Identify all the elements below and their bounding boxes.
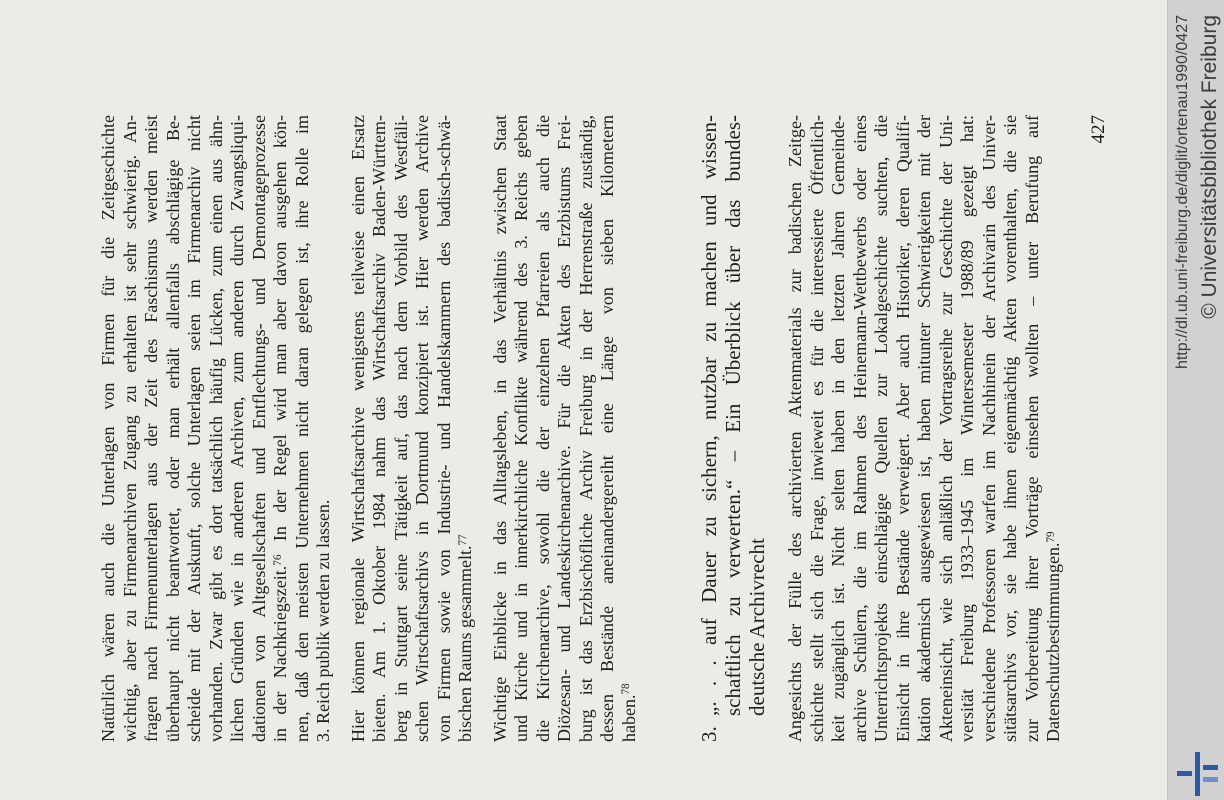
text-line: wichtig, aber zu Firmenarchiven Zugang zu erhalten ist sehr schwierig. An- bbox=[119, 115, 140, 742]
text-line: 3. Reich publik werden zu lassen. bbox=[313, 499, 333, 742]
ub-freiburg-logo-icon bbox=[1175, 752, 1219, 796]
text-line: kation akademisch ausgewiesen ist, haben mitunter Schwierigkeiten mit der bbox=[914, 115, 934, 742]
text-line: scheide mit der Auskunft, solche Unterlagen seien im Firmenarchiv nicht bbox=[184, 115, 204, 742]
text-line: bieten. Am 1. Oktober 1984 nahm das Wirtschaftsarchiv Baden-Württem- bbox=[369, 115, 389, 742]
text-line: Hier können regionale Wirtschaftsarchive wenigstens teilweise einen Ersatz bbox=[347, 115, 368, 742]
text-line: Wichtige Einblicke in das Alltagsleben, in das Verhältnis zwischen Staat bbox=[489, 115, 510, 742]
text-line: zur Vorbereitung ihrer Vorträge einsehen wollten – unter Berufung auf bbox=[1021, 115, 1042, 742]
footnote-marker: 78 bbox=[620, 683, 633, 695]
text-line: keit zugänglich ist. Nicht selten haben in den letzten Jahren Gemeinde- bbox=[828, 115, 848, 742]
text-line: Natürlich wären auch die Unterlagen von Firmen für die Zeitgeschichte bbox=[98, 115, 118, 742]
text-segment: in der Nachkriegszeit. bbox=[270, 565, 290, 742]
text-line: nen, daß den meisten Unternehmen nicht daran gelegen ist, ihre Rolle im bbox=[291, 115, 312, 742]
text-segment: Datenschutzbestimmungen. bbox=[1043, 542, 1063, 742]
text-line: und Kirche und in innerkirchliche Konflikte während des 3. Reichs geben bbox=[511, 115, 531, 742]
text-line: burg ist das Erzbischöfliche Archiv Freiburg in der Herrenstraße zuständig, bbox=[575, 115, 596, 742]
text-line: berg in Stuttgart seine Tätigkeit auf, das nach dem Vorbild des Westfäli- bbox=[390, 115, 411, 742]
text-line: versität Freiburg 1933–1945 im Wintersemester 1988/89 gezeigt hat: bbox=[957, 115, 977, 742]
footnote-marker: 77 bbox=[456, 534, 469, 546]
text-line bbox=[270, 115, 292, 742]
text-line: Unterrichtsprojekts einschlägige Quellen zur Lokalgeschichte suchten, die bbox=[871, 115, 891, 742]
text-line bbox=[1043, 115, 1065, 742]
text-segment: In der Regel wird man aber davon ausgehen kön- bbox=[270, 115, 290, 555]
text-segment: haben. bbox=[618, 694, 639, 742]
page-text-body bbox=[98, 115, 1065, 742]
text-line: Einsicht in ihre Bestände verweigert. Aber auch Historiker, deren Qualifi- bbox=[892, 115, 913, 742]
paragraph bbox=[98, 115, 335, 742]
text-line: dessen Bestände aneinandergereiht eine Länge von sieben Kilometern bbox=[597, 115, 617, 742]
source-url: http://dl.ub.uni-freiburg.de/diglit/ortenau1990/0427 bbox=[1174, 15, 1191, 370]
heading-line: deutsche Archivrecht bbox=[745, 538, 769, 716]
text-line: schen Wirtschaftsarchivs in Dortmund konzipiert ist. Hier werden Archive bbox=[412, 115, 432, 742]
paragraph bbox=[348, 115, 477, 742]
text-line: von Firmen sowie von Industrie- und Handelskammern des badisch-schwä- bbox=[433, 115, 454, 742]
heading-line: „. . . auf Dauer zu sichern, nutzbar zu machen und wissen- bbox=[697, 115, 721, 716]
text-line: schichte stellt sich die Frage, inwieweit es für die interessierte Öffentlich- bbox=[806, 115, 827, 742]
copyright-notice: © Universitätsbibliothek Freiburg bbox=[1198, 15, 1221, 319]
text-line: vorhanden. Zwar gibt es dort tatsächlich häufig Lücken, zum einen aus ähn- bbox=[205, 115, 226, 742]
section-number: 3. bbox=[697, 726, 721, 742]
text-line: dationen von Altgesellschaften und Entflechtungs- und Demontageprozesse bbox=[248, 115, 269, 742]
text-line: archive Schülern, die im Rahmen des Heinemann-Wettbewerbs oder eines bbox=[849, 115, 870, 742]
text-line: Angesichts der Fülle des archivierten Aktenmaterials zur badischen Zeitge- bbox=[785, 115, 805, 742]
page-number: 427 bbox=[1088, 115, 1109, 144]
text-line: verschiedene Professoren warfen im Nachhinein der Archivarin des Univer- bbox=[978, 115, 999, 742]
text-line: lichen Gründen wie in anderen Archiven, zum anderen durch Zwangsliqui- bbox=[227, 115, 247, 742]
heading-line: schaftlich zu verwerten.“ – Ein Überblick über das bundes- bbox=[721, 115, 745, 716]
text-line: fragen nach Firmenunterlagen aus der Zeit des Faschismus werden meist bbox=[141, 115, 161, 742]
text-line: die Kirchenarchive, sowohl die der einzelnen Pfarreien als auch die bbox=[532, 115, 553, 742]
sidebar-rotated-text bbox=[1167, 0, 1224, 800]
text-line: Diözesan- und Landeskirchenarchive. Für die Akten des Erzbistums Frei- bbox=[554, 115, 574, 742]
paragraph bbox=[490, 115, 641, 742]
logo-graphic bbox=[1175, 752, 1219, 796]
section-heading bbox=[697, 115, 769, 742]
text-line bbox=[455, 115, 477, 742]
text-line: sitätsarchivs vor, sie habe ihnen eigenmächtig Akten vorenthalten, die sie bbox=[1000, 115, 1020, 742]
text-line: Akteneinsicht, wie sich anläßlich der Vortragsreihe zur Geschichte der Uni- bbox=[935, 115, 956, 742]
text-segment: bischen Raums gesammelt. bbox=[455, 545, 475, 742]
text-line: überhaupt nicht beantwortet, oder man erhält allenfalls abschlägige Be- bbox=[162, 115, 183, 742]
text-line bbox=[619, 115, 641, 742]
footnote-marker: 79 bbox=[1044, 531, 1057, 543]
viewer-sidebar-strip bbox=[1167, 0, 1224, 800]
footnote-marker: 76 bbox=[271, 554, 284, 566]
paragraph bbox=[785, 115, 1065, 742]
